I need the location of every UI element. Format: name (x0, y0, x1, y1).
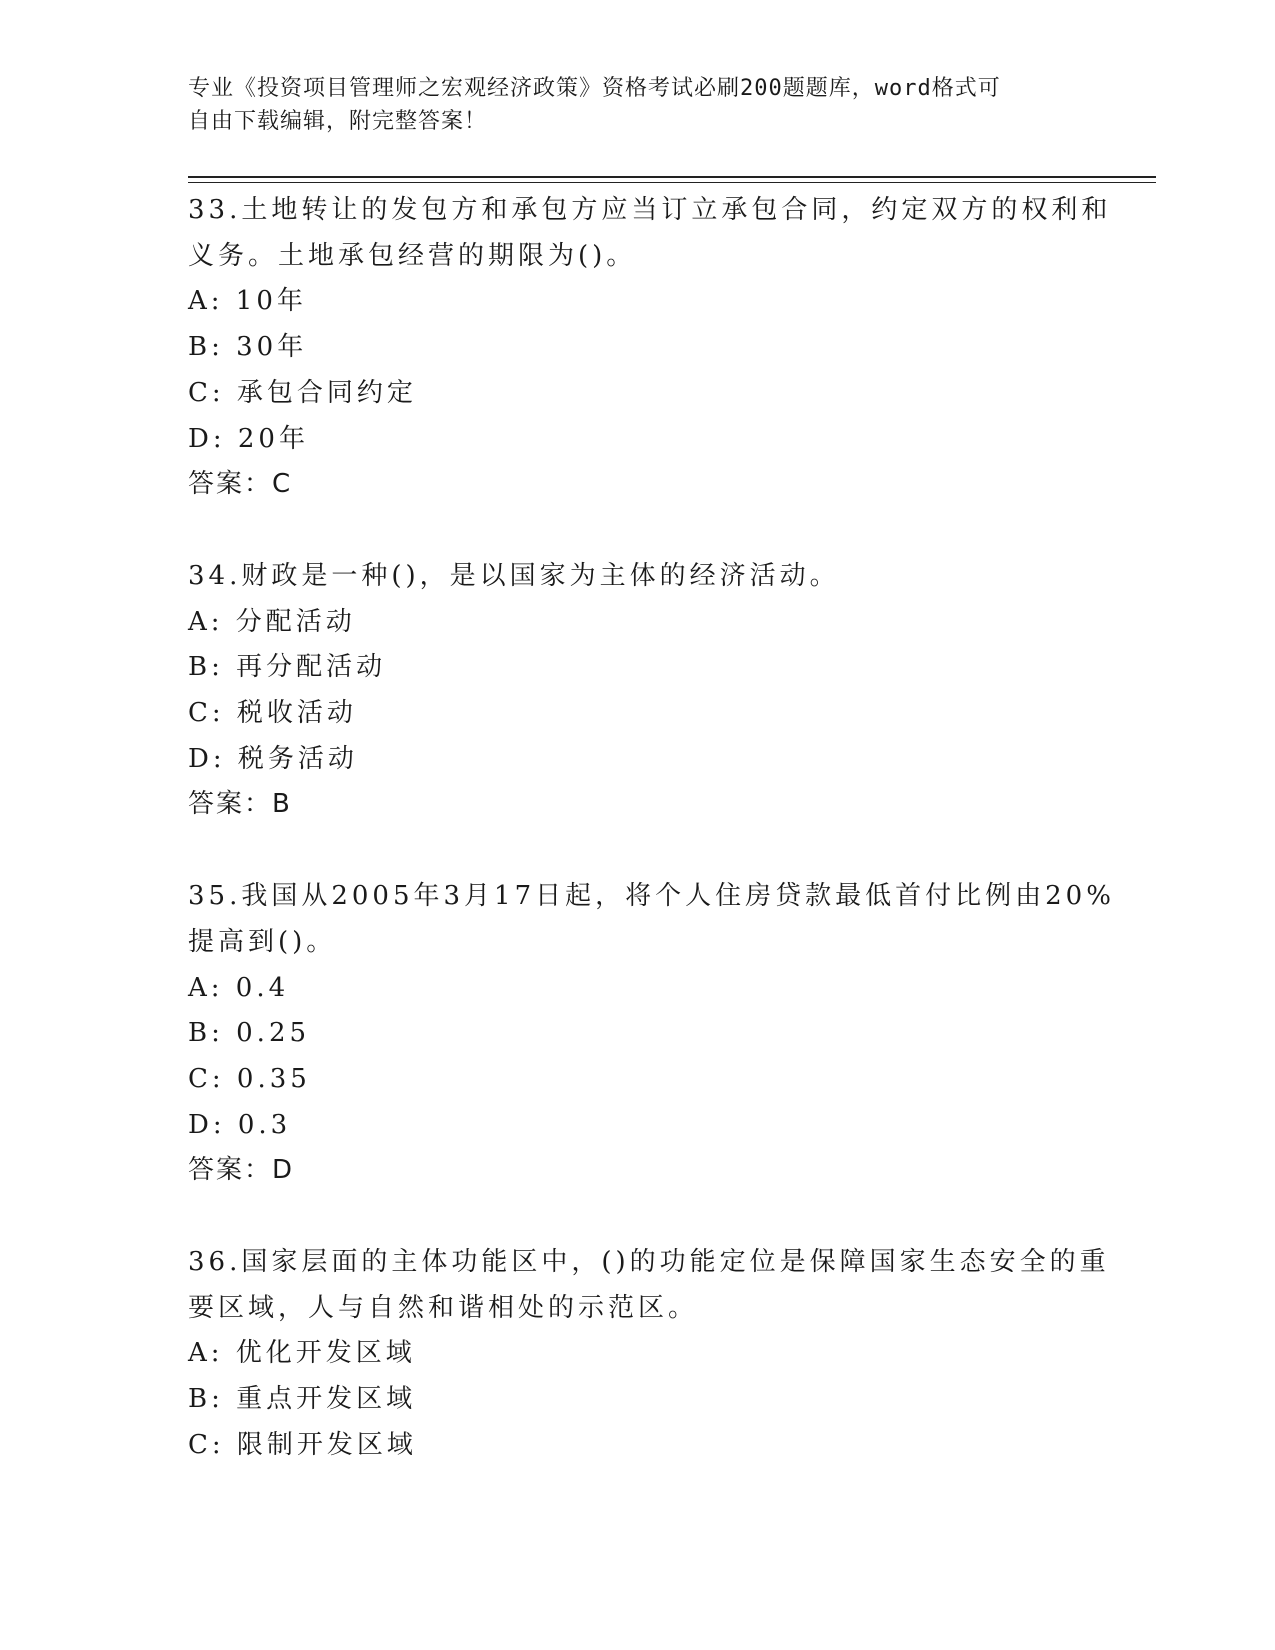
header-divider-thin (188, 182, 1156, 183)
answer-label: 答案：D (188, 1155, 295, 1186)
question-stem-line: 36.国家层面的主体功能区中，()的功能定位是保障国家生态安全的重 (188, 1247, 1110, 1278)
header-line-2: 自由下载编辑，附完整答案！ (188, 109, 488, 134)
question-stem-line: 提高到()。 (188, 926, 337, 957)
header-divider-thick (188, 176, 1156, 178)
option-c: C: 0.35 (188, 1063, 311, 1094)
option-c: C: 限制开发区域 (188, 1429, 417, 1460)
option-d: D: 20年 (188, 423, 309, 454)
option-a: A: 10年 (188, 286, 307, 317)
option-a: A: 0.4 (188, 972, 290, 1003)
option-c: C: 税收活动 (188, 698, 357, 729)
option-d: D: 0.3 (188, 1109, 292, 1140)
question-list (188, 188, 1115, 1515)
option-b: B: 重点开发区域 (188, 1384, 417, 1415)
option-d: D: 税务活动 (188, 743, 358, 774)
question-stem-line: 33.土地转让的发包方和承包方应当订立承包合同，约定双方的权利和 (188, 195, 1112, 225)
option-b: B: 30年 (188, 332, 308, 363)
question-stem-line: 34.财政是一种()，是以国家为主体的经济活动。 (188, 560, 840, 591)
question-34 (188, 554, 1088, 828)
answer-label: 答案：C (188, 469, 293, 500)
option-b: B: 0.25 (188, 1018, 311, 1049)
header-line-1: 专业《投资项目管理师之宏观经济政策》资格考试必刷200题题库，word格式可 (188, 76, 1001, 101)
question-35 (188, 874, 1115, 1194)
document-header (188, 72, 1068, 138)
question-stem-line: 35.我国从2005年3月17日起，将个人住房贷款最低首付比例由20% (188, 881, 1115, 912)
option-a: A: 优化开发区域 (188, 1338, 416, 1369)
question-stem-line: 义务。土地承包经营的期限为()。 (188, 240, 637, 271)
option-c: C: 承包合同约定 (188, 377, 417, 408)
question-36 (188, 1240, 1110, 1469)
question-stem-line: 要区域，人与自然和谐相处的示范区。 (188, 1292, 699, 1323)
question-33 (188, 188, 1112, 508)
option-a: A: 分配活动 (188, 606, 356, 637)
option-b: B: 再分配活动 (188, 652, 387, 683)
answer-label: 答案：B (188, 789, 292, 820)
